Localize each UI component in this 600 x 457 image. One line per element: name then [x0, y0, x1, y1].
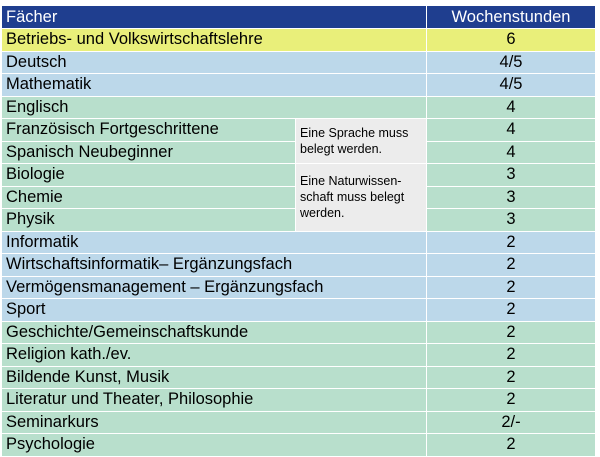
subject-cell: Sport	[2, 299, 427, 322]
hours-cell: 3	[427, 186, 596, 209]
hours-cell: 2	[427, 366, 596, 389]
hours-cell: 4	[427, 141, 596, 164]
subject-cell: Mathematik	[2, 74, 427, 97]
table-row	[2, 276, 596, 299]
table-row	[2, 74, 596, 97]
hours-cell: 3	[427, 164, 596, 187]
subject-cell: Psychologie	[2, 434, 427, 457]
table-header-row	[2, 6, 596, 29]
table-row	[2, 389, 596, 412]
subject-cell: Wirtschaftsinformatik– Ergänzungsfach	[2, 254, 427, 277]
subject-cell: Biologie	[2, 164, 296, 187]
subject-cell: Literatur und Theater, Philosophie	[2, 389, 427, 412]
hours-cell: 2	[427, 344, 596, 367]
table-row	[2, 366, 596, 389]
hours-cell: 4/5	[427, 74, 596, 97]
hours-cell: 2	[427, 276, 596, 299]
subject-cell: Bildende Kunst, Musik	[2, 366, 427, 389]
table-row	[2, 164, 596, 187]
subject-cell: Deutsch	[2, 51, 427, 74]
hours-cell: 4/5	[427, 51, 596, 74]
hours-cell: 2	[427, 254, 596, 277]
table-row	[2, 119, 596, 142]
science-note: Eine Naturwissen-schaft muss belegt werden.	[296, 164, 427, 232]
table-row	[2, 321, 596, 344]
hours-cell: 2	[427, 434, 596, 457]
subject-cell: Informatik	[2, 231, 427, 254]
subject-cell: Religion kath./ev.	[2, 344, 427, 367]
subject-cell: Geschichte/Gemeinschaftskunde	[2, 321, 427, 344]
hours-cell: 2/-	[427, 411, 596, 434]
subject-cell: Betriebs- und Volkswirtschaftslehre	[2, 29, 427, 52]
hours-cell: 2	[427, 389, 596, 412]
table-row	[2, 231, 596, 254]
subject-cell: Englisch	[2, 96, 427, 119]
language-note: Eine Sprache muss belegt werden.	[296, 119, 427, 164]
hours-cell: 6	[427, 29, 596, 52]
table-row	[2, 29, 596, 52]
table-row	[2, 411, 596, 434]
subject-cell: Physik	[2, 209, 296, 232]
hours-cell: 2	[427, 299, 596, 322]
subject-cell: Chemie	[2, 186, 296, 209]
hours-cell: 2	[427, 231, 596, 254]
header-subjects: Fächer	[2, 6, 427, 29]
header-hours: Wochenstunden	[427, 6, 596, 29]
table-row	[2, 96, 596, 119]
table-row	[2, 434, 596, 457]
subjects-table	[1, 5, 596, 457]
subject-cell: Französisch Fortgeschrittene	[2, 119, 296, 142]
subject-cell: Seminarkurs	[2, 411, 427, 434]
hours-cell: 3	[427, 209, 596, 232]
hours-cell: 4	[427, 119, 596, 142]
subject-cell: Spanisch Neubeginner	[2, 141, 296, 164]
table-row	[2, 51, 596, 74]
table-row	[2, 344, 596, 367]
hours-cell: 2	[427, 321, 596, 344]
hours-cell: 4	[427, 96, 596, 119]
subject-cell: Vermögensmanagement – Ergänzungsfach	[2, 276, 427, 299]
table-row	[2, 299, 596, 322]
table-row	[2, 254, 596, 277]
